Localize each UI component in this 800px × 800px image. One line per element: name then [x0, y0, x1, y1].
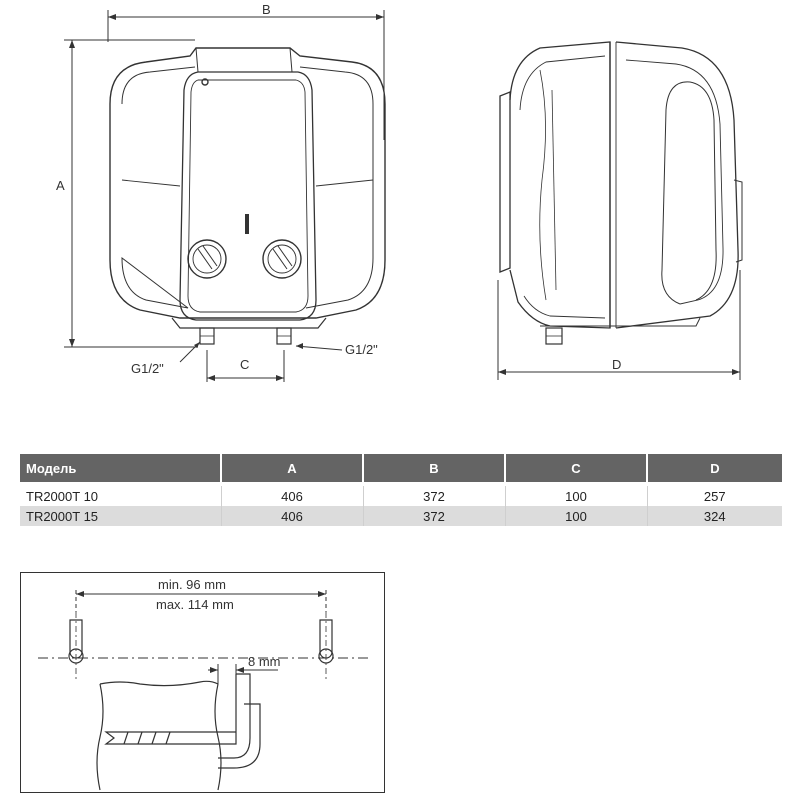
- table-row: [20, 486, 782, 506]
- header-d: D: [647, 454, 782, 482]
- front-view-drawing: [0, 0, 400, 400]
- dimensions-table: [20, 454, 782, 526]
- cell-b: 372: [363, 506, 505, 526]
- cell-model: TR2000T 15: [20, 506, 221, 526]
- cell-c: 100: [505, 506, 647, 526]
- heater-front: [110, 48, 385, 344]
- table-row: [20, 506, 782, 526]
- dimension-b: [108, 10, 384, 140]
- pipe-label-left: G1/2": [131, 361, 164, 376]
- cell-c: 100: [505, 486, 647, 506]
- dim-c-label: C: [240, 357, 250, 372]
- header-b: B: [363, 454, 505, 482]
- cell-d: 324: [647, 506, 782, 526]
- side-view-drawing: [400, 0, 800, 400]
- dim-d-label: D: [612, 357, 622, 372]
- min-spacing-label: min. 96 mm: [158, 577, 226, 592]
- heater-side: [500, 42, 742, 344]
- mounting-slots: [69, 620, 333, 663]
- cell-b: 372: [363, 486, 505, 506]
- hook-screw: [106, 674, 260, 768]
- cell-a: 406: [221, 486, 363, 506]
- cell-d: 257: [703, 488, 726, 504]
- max-spacing-label: max. 114 mm: [156, 597, 234, 612]
- header-model: Модель: [20, 454, 221, 482]
- wall-section: [97, 681, 221, 790]
- offset-label: 8 mm: [248, 654, 281, 669]
- cell-a: 406: [221, 506, 363, 526]
- dim-b-label: B: [262, 2, 271, 17]
- header-c: C: [505, 454, 647, 482]
- cell-model: TR2000T 10: [20, 486, 221, 506]
- pipe-leaders: [180, 342, 342, 362]
- dim-a-label: A: [56, 178, 65, 193]
- pipe-label-right: G1/2": [345, 342, 378, 357]
- header-a: A: [221, 454, 363, 482]
- table-header-row: [20, 454, 782, 482]
